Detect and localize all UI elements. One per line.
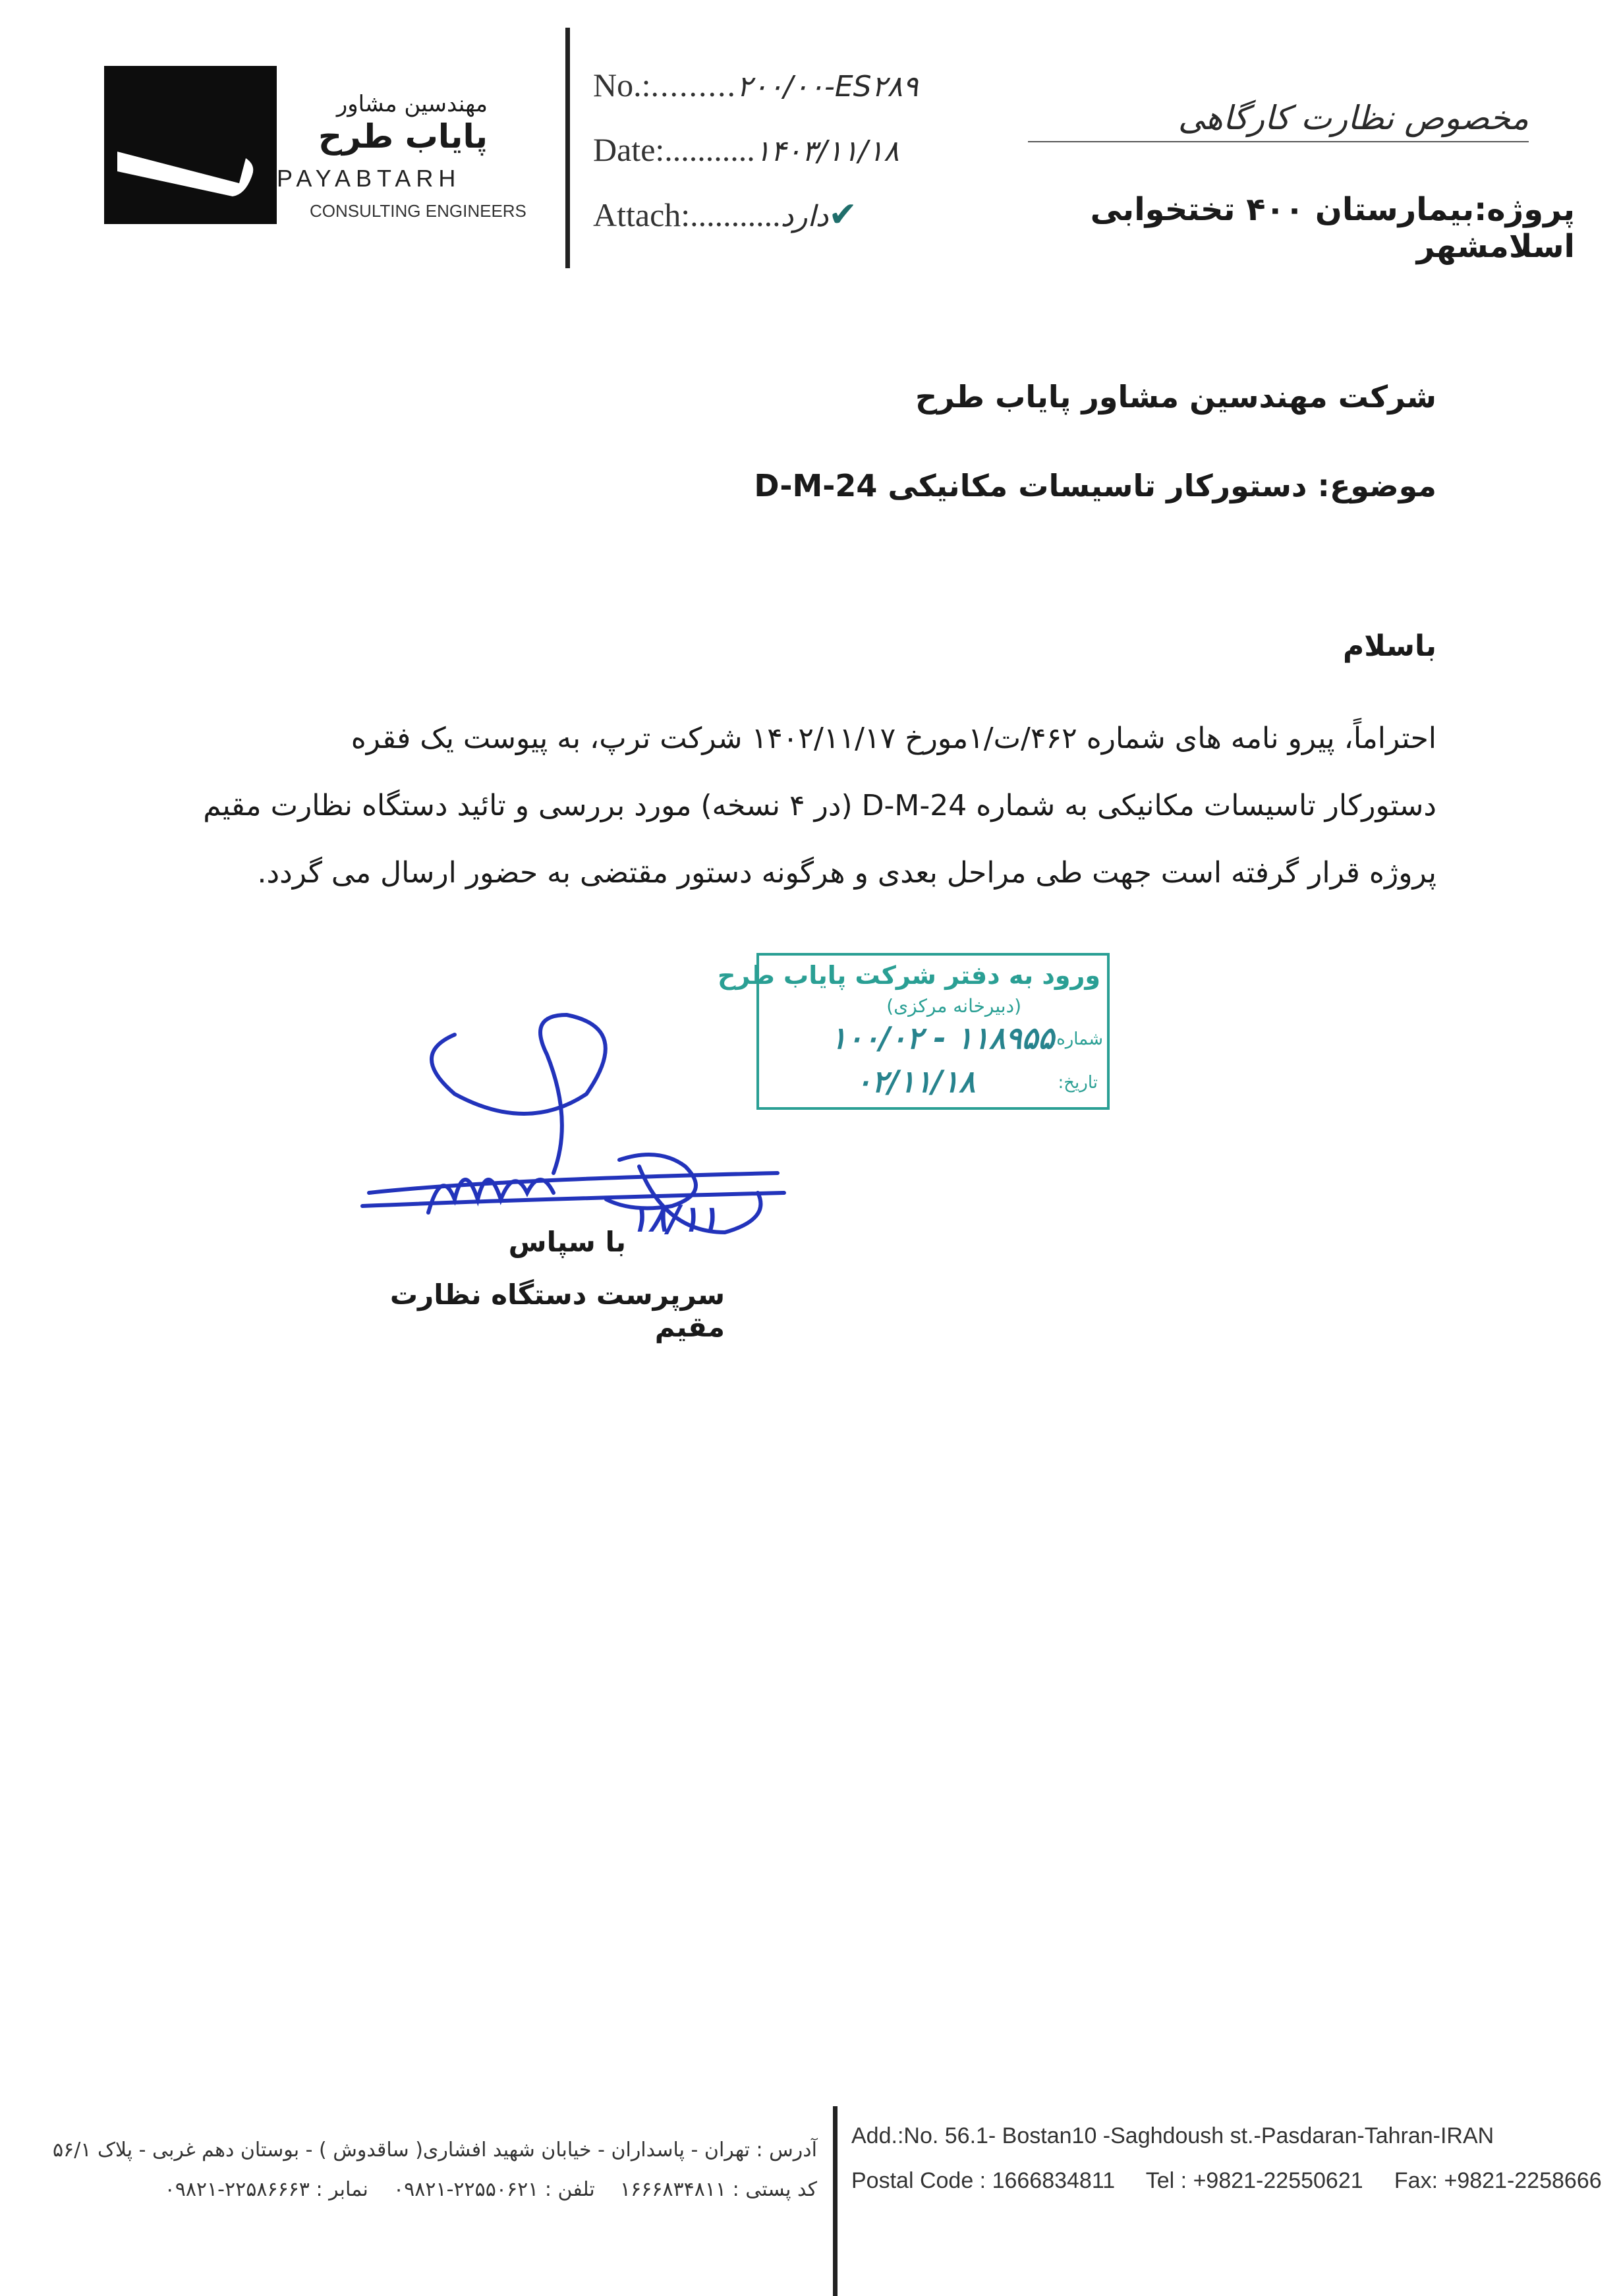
letter-date-value: ۱۴۰۳/۱۱/۱۸ [754, 134, 899, 168]
paragraph-line: پروژه قرار گرفته است جهت طی مراحل بعدی و هرگونه دستور مقتضی به حضور ارسال می گردد. [257, 856, 1436, 890]
signature-date: ۱۸/۱۱ [629, 1198, 719, 1240]
footer-postal-fa: کد پستی : ۱۶۶۶۸۳۴۸۱۱ [619, 2178, 817, 2201]
subject-line: موضوع: دستورکار تاسیسات مکانیکی D-M-24 [754, 468, 1436, 503]
recipient: شرکت مهندسین مشاور پایاب طرح [915, 379, 1436, 415]
header-divider [565, 28, 570, 268]
letter-attach-value: دارد [780, 200, 829, 233]
paragraph-line: دستورکار تاسیسات مکانیکی به شماره D-M-24 (در ۴ نسخه) مورد بررسی و تائید دستگاه نظارت مقیم [203, 789, 1436, 822]
stamp-line2: (دبیرخانه مرکزی) [886, 995, 1021, 1017]
stamp-number-label: شماره: [1050, 1029, 1103, 1049]
paragraph-line: احتراماً، پیرو نامه های شماره ۴۶۲/ت/۱مورخ ۱۴۰۲/۱۱/۱۷ شرکت ترپ، به پیوست یک فقره [351, 722, 1436, 755]
footer-contact-fa [46, 2178, 817, 2201]
letter-attach-label: Attach: [593, 196, 691, 233]
signature-thanks: با سپاس [508, 1226, 626, 1258]
stamp-line1: ورود به دفتر شرکت پایاب طرح [717, 961, 1100, 990]
footer-contact-en [851, 2168, 1602, 2194]
footer-tel-fa: تلفن : ۲۲۵۵۰۶۲۱-۰۹۸۲۱ [393, 2178, 595, 2201]
letter-date-label: Date: [593, 131, 665, 168]
firm-name-en: PAYABTARH [277, 165, 461, 192]
project-line: پروژه:بیمارستان ۴۰۰ تختخوابی اسلامشهر [1090, 191, 1575, 265]
firm-name-fa: پایاب طرح [318, 117, 488, 156]
logo-mark [104, 66, 277, 224]
footer-tel-en: Tel : +9821-22550621 [1145, 2168, 1363, 2193]
special-title: مخصوص نظارت کارگاهی [1028, 99, 1529, 142]
footer-postal-en: Postal Code : 1666834811 [851, 2168, 1116, 2193]
footer-address-fa: آدرس : تهران - پاسداران - خیابان شهید افشاری( ساقدوش ) - بوستان دهم غربی - پلاک ۵۶/۱ [53, 2138, 817, 2162]
stamp-date-label: تاریخ: [1058, 1073, 1098, 1093]
footer-divider [833, 2106, 838, 2296]
stamp-date-value: ۰۲/۱۱/۱۸ [855, 1064, 975, 1099]
checkmark-icon: ✔ [828, 196, 857, 234]
signature-scribble-icon [356, 1002, 817, 1305]
firm-name-en-sub: CONSULTING ENGINEERS [310, 201, 526, 221]
footer-address-en: Add.:No. 56.1- Bostan10 -Saghdoush st.-Pasdaran-Tahran-IRAN [851, 2123, 1494, 2148]
footer-fax-fa: نمابر : ۲۲۵۸۶۶۶۳-۰۹۸۲۱ [164, 2178, 368, 2201]
signature-title: سرپرست دستگاه نظارت مقیم [389, 1278, 725, 1343]
firm-name-fa-small: مهندسین مشاور [336, 91, 488, 117]
logo-swoosh-icon [104, 66, 277, 224]
letter-attach-row: Attach:...........دارد✔ [593, 196, 857, 234]
body-paragraph [191, 705, 1436, 907]
letter-number-value: ۲۰۰/۰۰-ES۲۸۹ [737, 70, 919, 103]
footer-fax-en: Fax: +9821-2258666 [1394, 2168, 1602, 2193]
stamp-number-value: ۱۰۰/۰۲ - ۱۱۸۹۵۵ [830, 1020, 1054, 1056]
letter-number-row: No.:.........۲۰۰/۰۰-ES۲۸۹ [593, 67, 919, 103]
letter-date-row: Date:...........۱۴۰۳/۱۱/۱۸ [593, 131, 899, 168]
greeting: باسلام [1343, 629, 1436, 663]
letter-number-label: No.: [593, 67, 651, 103]
